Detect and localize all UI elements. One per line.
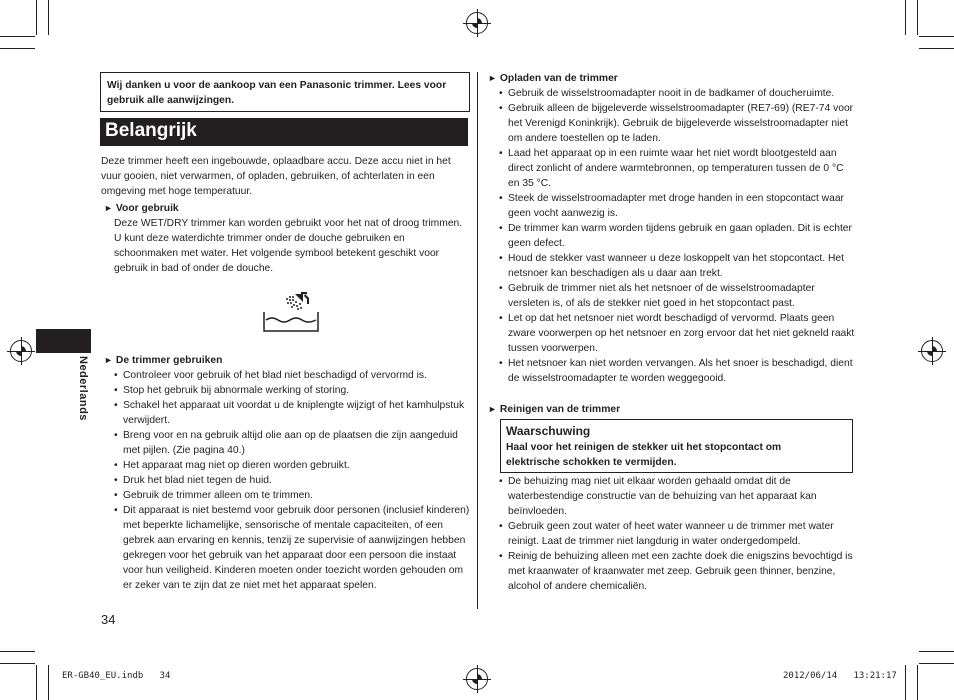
crop-mark: [919, 663, 954, 664]
voor-gebruik-text: Deze WET/DRY trimmer kan worden gebruikt voor het nat of droog trimmen. U kunt deze waterdichte trimmer onder de douche gebruiken en schoonmaken met water. Het volgende symbool betekent geschikt voor gebruik in bad of onder de douche.: [114, 218, 463, 274]
registration-mark-icon: [466, 668, 488, 690]
shower-bath-icon: [262, 290, 320, 334]
intro-paragraph: Deze trimmer heeft een ingebouwde, oplaadbare accu. Deze accu niet in het vuur gooien, niet verwarmen, of opladen, gebruiken, of achterlaten in een omgeving met hoge temperatuur.: [101, 156, 451, 197]
crop-mark: [0, 651, 35, 652]
trimmer-gebruiken-section: [104, 353, 470, 593]
list-item: • Breng voor en na gebruik altijd olie aan op de plaatsen die zijn aangeduid met pijlen. (Zie pagina 40.): [114, 428, 470, 458]
registration-mark-icon: [466, 12, 488, 34]
list-item: • Controleer voor gebruik of het blad niet beschadigd of vervormd is.: [114, 368, 470, 383]
intro-box-text: Wij danken u voor de aankoop van een Panasonic trimmer. Lees voor gebruik alle aanwijzingen.: [107, 80, 447, 106]
arrow-right-icon: ►: [104, 203, 113, 213]
crop-mark: [905, 0, 906, 35]
list-item: • Gebruik de trimmer niet als het netsnoer of de wisselstroomadapter versleten is, of als de stekker niet goed in het stopcontact past.: [499, 281, 856, 311]
opladen-list: [488, 86, 856, 386]
list-item: • Gebruik de trimmer alleen om te trimmen.: [114, 488, 470, 503]
crop-mark: [0, 663, 35, 664]
list-item: • Reinig de behuizing alleen met een zachte doek die enigszins bevochtigd is met kraanwater of kraanwater met zeep. Gebruik geen thinner, benzine, alcohol of andere chemicaliën.: [499, 549, 855, 594]
list-item: • Gebruik alleen de bijgeleverde wisselstroomadapter (RE7-69) (RE7-74 voor het Verenigd Koninkrijk). Gebruik de bijgeleverde wisselstroomadapter niet om andere toestellen op te laden.: [499, 101, 856, 146]
footer-timestamp: 2012/06/14 13:21:17: [783, 671, 897, 681]
crop-mark: [917, 665, 918, 700]
reinigen-heading: [488, 402, 620, 417]
trimmer-gebruiken-list: [104, 368, 470, 593]
reinigen-heading-text: Reinigen van de trimmer: [499, 404, 621, 415]
crop-mark: [0, 48, 35, 49]
crop-mark: [48, 0, 49, 35]
registration-mark-icon: [921, 340, 943, 362]
footer-file: ER-GB40_EU.indb 34: [62, 671, 171, 681]
list-item: • Het apparaat mag niet op dieren worden gebruikt.: [114, 458, 470, 473]
arrow-right-icon: ►: [488, 404, 497, 414]
list-item: • Schakel het apparaat uit voordat u de kniplengte wijzigt of het kamhulpstuk verwijdert.: [114, 398, 470, 428]
reinigen-section: [499, 474, 855, 594]
page-number: 34: [101, 612, 116, 627]
list-item: • Let op dat het netsnoer niet wordt beschadigd of vervormd. Plaats geen zware voorwerpen op het netsnoer en zorg ervoor dat het niet gekneld raakt tussen voorwerpen.: [499, 311, 856, 356]
arrow-right-icon: ►: [104, 355, 113, 365]
opladen-section: [488, 71, 856, 386]
voor-gebruik-section: [104, 201, 466, 276]
list-item: • Het netsnoer kan niet worden vervangen. Als het snoer is beschadigd, dient de wisselstroomadapter te worden weggegooid.: [499, 356, 856, 386]
list-item: • Gebruik de wisselstroomadapter nooit in de badkamer of doucheruimte.: [499, 86, 856, 101]
list-item: • De trimmer kan warm worden tijdens gebruik en gaan opladen. Dit is echter geen defect.: [499, 221, 856, 251]
warning-text: Haal voor het reinigen de stekker uit het stopcontact om elektrische schokken te vermijden.: [506, 442, 782, 468]
list-item: • Stop het gebruik bij abnormale werking of storing.: [114, 383, 470, 398]
intro-box: [100, 72, 470, 112]
list-item: • Steek de wisselstroomadapter met droge handen in een stopcontact waar geen vocht aanwezig is.: [499, 191, 856, 221]
warning-title: Waarschuwing: [506, 424, 591, 438]
section-heading: [100, 118, 468, 146]
crop-mark: [0, 36, 35, 37]
section-title: Belangrijk: [105, 120, 197, 141]
reinigen-list: [499, 474, 855, 594]
list-item: • Druk het blad niet tegen de huid.: [114, 473, 470, 488]
crop-mark: [919, 36, 954, 37]
registration-mark-icon: [10, 340, 32, 362]
crop-mark: [917, 0, 918, 35]
language-tab-label: Nederlands: [77, 356, 89, 421]
warning-box: [500, 419, 853, 473]
list-item: • De behuizing mag niet uit elkaar worden gehaald omdat dit de waterbestendige constructie van de behuizing van het apparaat kan beïnvloeden.: [499, 474, 855, 519]
list-item: • Gebruik geen zout water of heet water wanneer u de trimmer met water reinigt. Laat de trimmer niet langdurig in water ondergedompeld.: [499, 519, 855, 549]
crop-mark: [36, 665, 37, 700]
crop-mark: [919, 651, 954, 652]
list-item: • Dit apparaat is niet bestemd voor gebruik door personen (inclusief kinderen) met beperkte lichamelijke, sensorische of mentale capaciteiten, of een gebrek aan ervaring en kennis, tenzij ze supervisie of aanwijzingen hebben gekregen voor het gebruik van het apparaat door een persoon die instaat voor hun veiligheid. Kinderen moeten onder toezicht worden gehouden om er zeker van te zijn dat ze niet met het apparaat spelen.: [114, 503, 470, 593]
voor-gebruik-heading: [104, 201, 466, 216]
crop-mark: [48, 665, 49, 700]
arrow-right-icon: ►: [488, 73, 497, 83]
trimmer-gebruiken-heading-text: De trimmer gebruiken: [115, 355, 223, 366]
crop-mark: [905, 665, 906, 700]
column-divider: [477, 72, 478, 609]
trimmer-gebruiken-heading: [104, 353, 470, 368]
voor-gebruik-heading-text: Voor gebruik: [115, 203, 179, 214]
opladen-heading: [488, 71, 856, 86]
list-item: • Laad het apparaat op in een ruimte waar het niet wordt blootgesteld aan direct zonlicht of andere warmtebronnen, op temperaturen tussen de 0 °C en 35 °C.: [499, 146, 856, 191]
opladen-heading-text: Opladen van de trimmer: [499, 73, 618, 84]
crop-mark: [36, 0, 37, 35]
crop-mark: [919, 48, 954, 49]
list-item: • Houd de stekker vast wanneer u deze loskoppelt van het stopcontact. Het netsnoer kan beschadigen als u daar aan trekt.: [499, 251, 856, 281]
language-tab: [36, 329, 91, 353]
